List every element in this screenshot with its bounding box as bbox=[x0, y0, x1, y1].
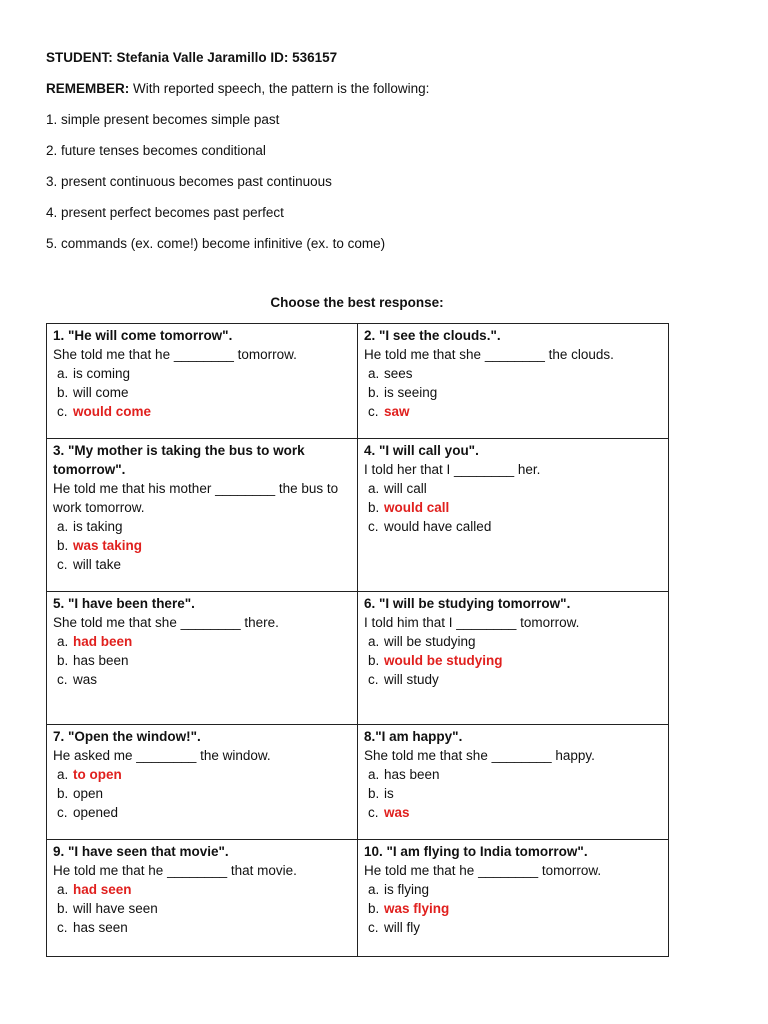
option-letter: a. bbox=[57, 366, 69, 381]
option-letter: a. bbox=[57, 519, 69, 534]
option-correct bbox=[364, 498, 662, 517]
option bbox=[53, 555, 351, 574]
question-title: 2. "I see the clouds.". bbox=[364, 328, 501, 343]
option-letter: c. bbox=[57, 404, 68, 419]
question-cell bbox=[358, 592, 669, 725]
question-cell bbox=[358, 725, 669, 840]
option-text: would come bbox=[73, 404, 152, 419]
option bbox=[53, 803, 351, 822]
remember-line bbox=[46, 79, 722, 98]
option-text: open bbox=[73, 786, 104, 801]
option-text: will study bbox=[384, 672, 439, 687]
option-correct bbox=[53, 402, 351, 421]
rule-item: 2. future tenses becomes conditional bbox=[46, 143, 266, 158]
option-letter: c. bbox=[57, 672, 68, 687]
question-title: 1. "He will come tomorrow". bbox=[53, 328, 233, 343]
option-text: was bbox=[73, 672, 98, 687]
question-cell bbox=[358, 324, 669, 439]
question-cell bbox=[47, 592, 358, 725]
rule-item: 3. present continuous becomes past continuous bbox=[46, 174, 332, 189]
exercise-table bbox=[46, 323, 669, 957]
option bbox=[364, 364, 662, 383]
option-correct bbox=[53, 765, 351, 784]
option-text: would be studying bbox=[384, 653, 503, 668]
option-letter: c. bbox=[368, 672, 379, 687]
option-letter: a. bbox=[368, 366, 380, 381]
option-correct bbox=[364, 899, 662, 918]
option-letter: b. bbox=[57, 901, 69, 916]
option bbox=[53, 670, 351, 689]
question-cell bbox=[358, 840, 669, 957]
exercise-row bbox=[47, 324, 669, 439]
option bbox=[364, 670, 662, 689]
question-title: 8."I am happy". bbox=[364, 729, 463, 744]
option-text: is seeing bbox=[384, 385, 438, 400]
question-cell bbox=[47, 840, 358, 957]
question-stem: She told me that she ________ happy. bbox=[364, 748, 595, 763]
option-letter: b. bbox=[368, 653, 380, 668]
question-title: 3. "My mother is taking the bus to work tomorrow". bbox=[53, 443, 305, 477]
question-stem: She told me that he ________ tomorrow. bbox=[53, 347, 297, 362]
question-cell bbox=[47, 725, 358, 840]
student-name: Stefania Valle Jaramillo bbox=[116, 50, 267, 65]
option-text: was flying bbox=[384, 901, 450, 916]
exercise-row bbox=[47, 840, 669, 957]
question-title: 5. "I have been there". bbox=[53, 596, 195, 611]
option-letter: a. bbox=[57, 767, 69, 782]
option-correct bbox=[53, 536, 351, 555]
option bbox=[53, 651, 351, 670]
question-stem: I told her that I ________ her. bbox=[364, 462, 541, 477]
option-letter: b. bbox=[57, 385, 69, 400]
option-text: is taking bbox=[73, 519, 123, 534]
option-text: to open bbox=[73, 767, 122, 782]
option-letter: a. bbox=[57, 882, 69, 897]
option-text: will be studying bbox=[384, 634, 476, 649]
option-text: is flying bbox=[384, 882, 430, 897]
option-correct bbox=[53, 632, 351, 651]
option-letter: c. bbox=[57, 920, 68, 935]
option bbox=[364, 765, 662, 784]
option bbox=[364, 632, 662, 651]
option-letter: a. bbox=[57, 634, 69, 649]
question-stem: He asked me ________ the window. bbox=[53, 748, 271, 763]
option-correct bbox=[364, 651, 662, 670]
option-letter: a. bbox=[368, 634, 380, 649]
question-title: 4. "I will call you". bbox=[364, 443, 479, 458]
question-cell bbox=[47, 324, 358, 439]
option-letter: b. bbox=[368, 500, 380, 515]
exercise-row bbox=[47, 439, 669, 592]
option-letter: c. bbox=[368, 805, 379, 820]
question-stem: He told me that she ________ the clouds. bbox=[364, 347, 614, 362]
question-title: 10. "I am flying to India tomorrow". bbox=[364, 844, 588, 859]
option-text: will take bbox=[73, 557, 122, 572]
remember-label: REMEMBER: bbox=[46, 81, 130, 96]
option-letter: c. bbox=[57, 805, 68, 820]
option bbox=[364, 479, 662, 498]
id-value: 536157 bbox=[292, 50, 338, 65]
option-text: is bbox=[384, 786, 394, 801]
option-letter: a. bbox=[368, 882, 380, 897]
option bbox=[364, 383, 662, 402]
question-stem: He told me that he ________ tomorrow. bbox=[364, 863, 602, 878]
rule-item: 5. commands (ex. come!) become infinitive (ex. to come) bbox=[46, 236, 386, 251]
option-letter: c. bbox=[368, 920, 379, 935]
option-text: had seen bbox=[73, 882, 132, 897]
question-cell bbox=[47, 439, 358, 592]
question-stem: He told me that he ________ that movie. bbox=[53, 863, 297, 878]
option bbox=[53, 517, 351, 536]
option-letter: b. bbox=[57, 786, 69, 801]
question-title: 6. "I will be studying tomorrow". bbox=[364, 596, 571, 611]
option-text: would call bbox=[384, 500, 450, 515]
option-correct bbox=[364, 402, 662, 421]
rules-list bbox=[46, 110, 722, 253]
option-letter: c. bbox=[57, 557, 68, 572]
rule-item: 4. present perfect becomes past perfect bbox=[46, 205, 284, 220]
option bbox=[364, 517, 662, 536]
option-text: would have called bbox=[384, 519, 492, 534]
question-stem: She told me that she ________ there. bbox=[53, 615, 279, 630]
option-text: will come bbox=[73, 385, 129, 400]
option-text: had been bbox=[73, 634, 133, 649]
option-text: was taking bbox=[73, 538, 143, 553]
option-letter: b. bbox=[368, 901, 380, 916]
instruction-heading: Choose the best response: bbox=[270, 295, 444, 310]
option-letter: b. bbox=[368, 385, 380, 400]
option-letter: c. bbox=[368, 404, 379, 419]
question-cell bbox=[358, 439, 669, 592]
option-letter: a. bbox=[368, 481, 380, 496]
option bbox=[364, 880, 662, 899]
option-letter: a. bbox=[368, 767, 380, 782]
option-text: has been bbox=[73, 653, 129, 668]
option bbox=[364, 918, 662, 937]
option-text: is coming bbox=[73, 366, 131, 381]
option-text: will have seen bbox=[73, 901, 158, 916]
option bbox=[364, 784, 662, 803]
option-letter: b. bbox=[57, 653, 69, 668]
option-text: saw bbox=[384, 404, 410, 419]
rule-item: 1. simple present becomes simple past bbox=[46, 112, 280, 127]
option bbox=[53, 899, 351, 918]
option bbox=[53, 918, 351, 937]
option-text: sees bbox=[384, 366, 413, 381]
option-text: opened bbox=[73, 805, 119, 820]
option-text: has been bbox=[384, 767, 440, 782]
question-title: 7. "Open the window!". bbox=[53, 729, 201, 744]
option-correct bbox=[53, 880, 351, 899]
option bbox=[53, 784, 351, 803]
option-text: will fly bbox=[384, 920, 420, 935]
document-page bbox=[46, 48, 722, 265]
question-stem: He told me that his mother ________ the bus to work tomorrow. bbox=[53, 481, 339, 515]
question-stem: I told him that I ________ tomorrow. bbox=[364, 615, 580, 630]
remember-text: With reported speech, the pattern is the following: bbox=[133, 81, 430, 96]
id-label: ID: bbox=[270, 50, 289, 65]
option bbox=[53, 383, 351, 402]
option-letter: b. bbox=[368, 786, 380, 801]
option-text: will call bbox=[384, 481, 427, 496]
option-letter: b. bbox=[57, 538, 69, 553]
student-header bbox=[46, 48, 722, 67]
option bbox=[53, 364, 351, 383]
option-letter: c. bbox=[368, 519, 379, 534]
exercise-row bbox=[47, 725, 669, 840]
question-title: 9. "I have seen that movie". bbox=[53, 844, 229, 859]
option-text: has seen bbox=[73, 920, 128, 935]
option-text: was bbox=[384, 805, 410, 820]
exercise-row bbox=[47, 592, 669, 725]
option-correct bbox=[364, 803, 662, 822]
student-label: STUDENT: bbox=[46, 50, 113, 65]
